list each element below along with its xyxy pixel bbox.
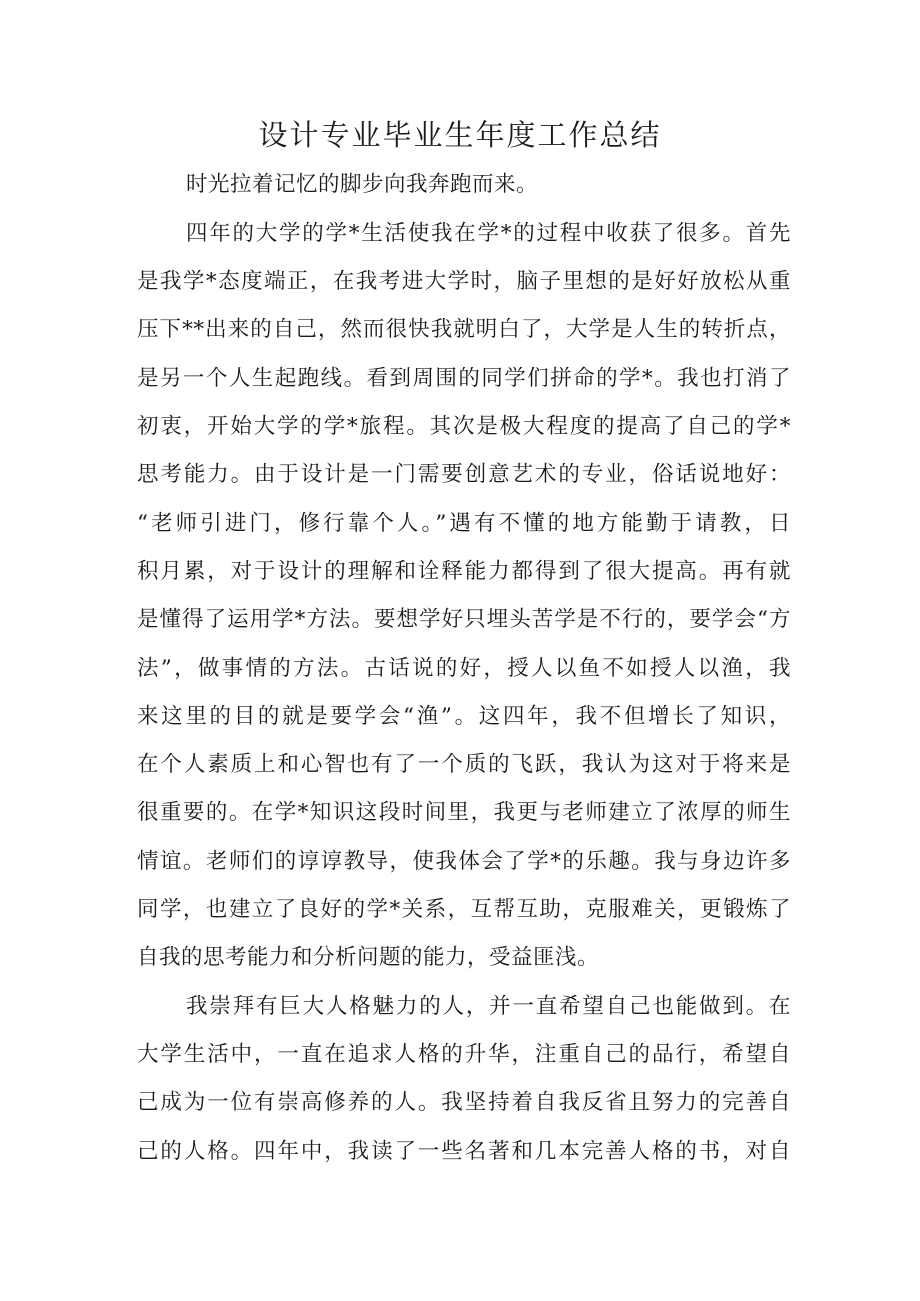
text-line: 是另一个人生起跑线。看到周围的同学们拼命的学*。我也打消了 [137, 366, 791, 391]
text-line: 很重要的。在学*知识这段时间里，我更与老师建立了浓厚的师生 [137, 800, 791, 825]
text-line: 情谊。老师们的谆谆教导，使我体会了学*的乐趣。我与身边许多 [137, 849, 791, 874]
text-line: “老师引进门，修行靠个人。”遇有不懂的地方能勤于请教，日 [137, 511, 791, 536]
text-line: 在个人素质上和心智也有了一个质的飞跃，我认为这对于将来是 [137, 752, 791, 777]
text-line: 我崇拜有巨大人格魅力的人，并一直希望自己也能做到。在 [186, 994, 791, 1019]
text-line: 己的人格。四年中，我读了一些名著和几本完善人格的书，对自 [137, 1139, 791, 1164]
text-line: 是懂得了运用学*方法。要想学好只埋头苦学是不行的，要学会“方 [137, 607, 791, 632]
text-line: 大学生活中，一直在追求人格的升华，注重自己的品行，希望自 [137, 1042, 791, 1067]
text-line: 思考能力。由于设计是一门需要创意艺术的专业，俗话说地好： [137, 462, 791, 487]
text-line: 四年的大学的学*生活使我在学*的过程中收获了很多。首先 [186, 221, 791, 246]
text-line: 来这里的目的就是要学会“渔”。这四年，我不但增长了知识， [137, 704, 791, 729]
text-line: 压下**出来的自己，然而很快我就明白了，大学是人生的转折点， [137, 317, 791, 342]
text-line: 时光拉着记忆的脚步向我奔跑而来。 [186, 172, 539, 197]
text-line: 积月累，对于设计的理解和诠释能力都得到了很大提高。再有就 [137, 559, 791, 584]
text-line: 是我学*态度端正，在我考进大学时，脑子里想的是好好放松从重 [137, 269, 791, 294]
text-line: 初衷，开始大学的学*旅程。其次是极大程度的提高了自己的学* [137, 414, 791, 439]
text-line: 同学，也建立了良好的学*关系，互帮互助，克服难关，更锻炼了 [137, 897, 791, 922]
text-line: 自我的思考能力和分析问题的能力，受益匪浅。 [137, 945, 600, 970]
text-line: 己成为一位有崇高修养的人。我坚持着自我反省且努力的完善自 [137, 1090, 791, 1115]
text-line: 法”，做事情的方法。古话说的好，授人以鱼不如授人以渔，我 [137, 656, 791, 681]
document-title: 设计专业毕业生年度工作总结 [258, 118, 662, 152]
